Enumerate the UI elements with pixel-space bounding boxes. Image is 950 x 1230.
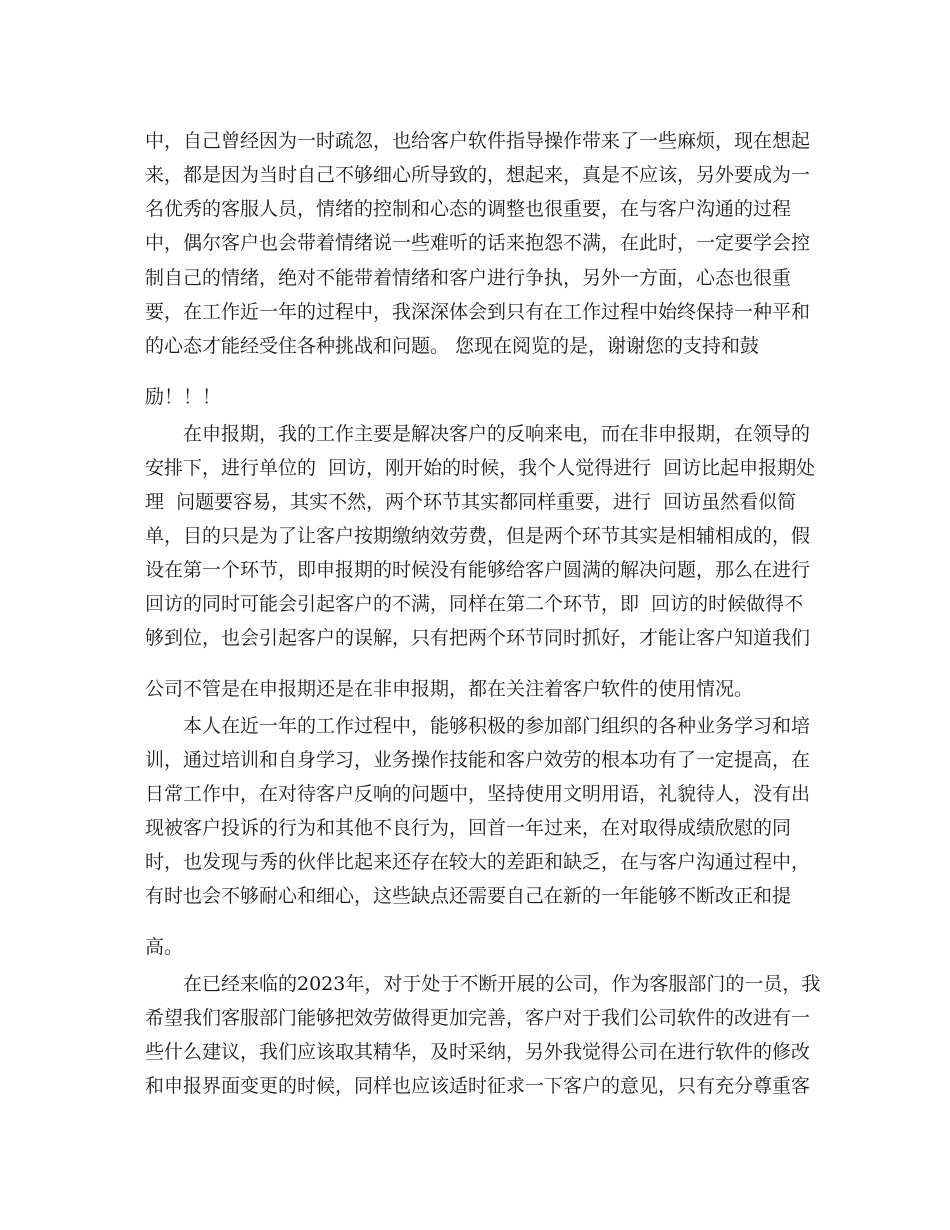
text-line: 安排下，进行单位的 回访，刚开始的时候，我个人觉得进行 回访比起申报期处 xyxy=(145,457,816,479)
text-line: 名优秀的客服人员，情绪的控制和心态的调整也很重要，在与客户沟通的过程 xyxy=(145,198,792,220)
text-line: 现被客户投诉的行为和其他不良行为，回首一年过来，在对取得成绩欣慰的同 xyxy=(145,817,792,839)
text-line: 中，偶尔客户也会带着情绪说一些难听的话来抱怨不满，在此时，一定要学会控 xyxy=(145,232,811,254)
paragraph-start-line: 本人在近一年的工作过程中，能够积极的参加部门组织的各种业务学习和培 xyxy=(183,715,811,737)
text-line: 励！！！ xyxy=(145,386,222,408)
paragraph-start-line: 在申报期，我的工作主要是解决客户的反响来电，而在非申报期，在领导的 xyxy=(183,423,811,445)
text-line: 高。 xyxy=(145,936,184,958)
text-line: 训，通过培训和自身学习，业务操作技能和客户效劳的根本功有了一定提高，在 xyxy=(145,749,811,771)
text-line: 设在第一个环节，即申报期的时候没有能够给客户圆满的解决问题，那么在进行 xyxy=(145,559,811,581)
text-line: 中，自己曾经因为一时疏忽，也给客户软件指导操作带来了一些麻烦，现在想起 xyxy=(145,130,811,152)
text-line: 的心态才能经受住各种挑战和问题。 您现在阅览的是，谢谢您的支持和鼓 xyxy=(145,335,760,357)
text-line: 时，也发现与秀的伙伴比起来还存在较大的差距和缺乏，在与客户沟通过程中， xyxy=(145,851,811,873)
text-line: 来，都是因为当时自己不够细心所导致的，想起来，真是不应该，另外要成为一 xyxy=(145,164,811,186)
text-line: 单，目的只是为了让客户按期缴纳效劳费，但是两个环节其实是相辅相成的，假 xyxy=(145,525,811,547)
text-line: 些什么建议，我们应该取其精华，及时采纳，另外我觉得公司在进行软件的修改 xyxy=(145,1041,811,1063)
text-line: 有时也会不够耐心和细心，这些缺点还需要自己在新的一年能够不断改正和提 xyxy=(145,885,792,907)
text-line: 理 问题要容易，其实不然，两个环节其实都同样重要，进行 回访虽然看似简 xyxy=(145,491,797,513)
text-line: 希望我们客服部门能够把效劳做得更加完善，客户对于我们公司软件的改进有一 xyxy=(145,1007,811,1029)
text-line: 回访的同时可能会引起客户的不满，同样在第二个环节，即 回访的时候做得不 xyxy=(145,593,804,615)
text-line: 要，在工作近一年的过程中，我深深体会到只有在工作过程中始终保持一种平和 xyxy=(145,301,811,323)
text-line: 和申报界面变更的时候，同样也应该适时征求一下客户的意见，只有充分尊重客 xyxy=(145,1075,811,1097)
text-line: 日常工作中，在对待客户反响的问题中，坚持使用文明用语，礼貌待人，没有出 xyxy=(145,783,811,805)
text-line: 制自己的情绪，绝对不能带着情绪和客户进行争执，另外一方面，心态也很重 xyxy=(145,267,792,289)
text-line: 公司不管是在申报期还是在非申报期，都在关注着客户软件的使用情况。 xyxy=(145,678,754,700)
paragraph-start-line: 在已经来临的2023年，对于处于不断开展的公司，作为客服部门的一员，我 xyxy=(183,973,821,995)
text-line: 够到位，也会引起客户的误解，只有把两个环节同时抓好，才能让客户知道我们 xyxy=(145,627,811,649)
